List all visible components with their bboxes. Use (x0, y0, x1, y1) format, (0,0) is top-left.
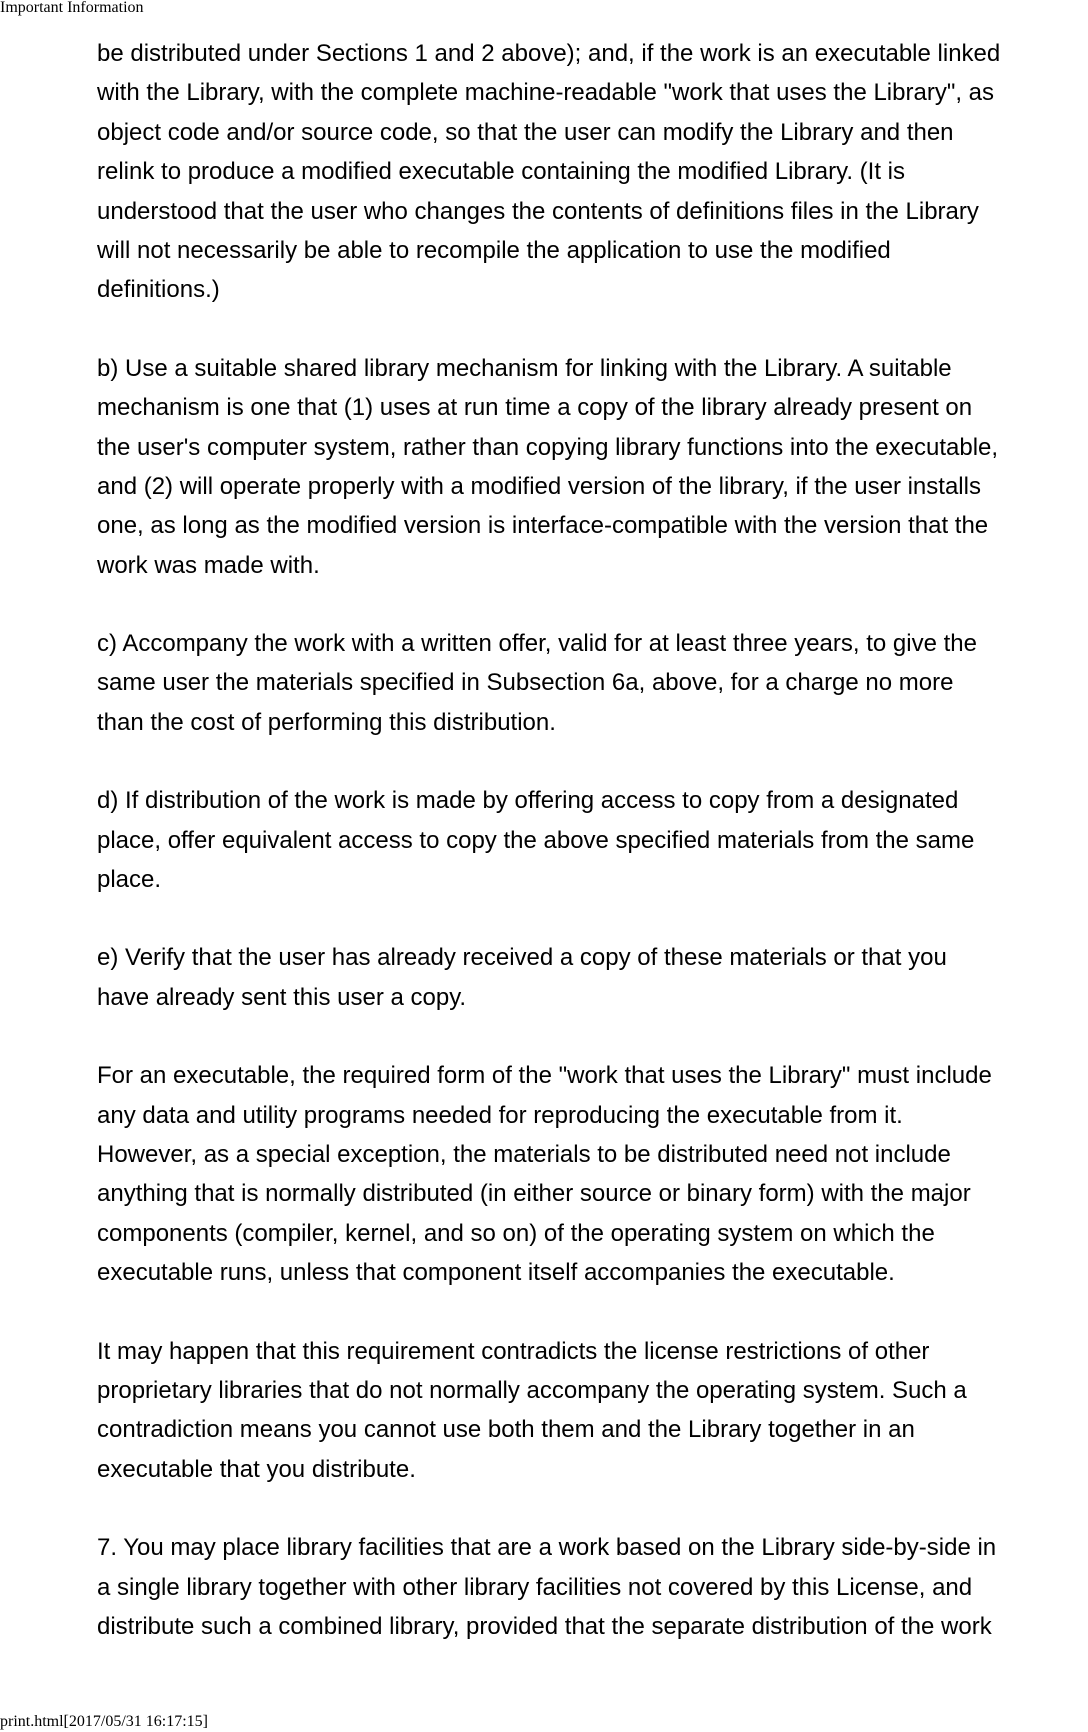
text-line: b) Use a suitable shared library mechanism for linking with the Library. A suitable (97, 354, 952, 382)
text-line: understood that the user who changes the contents of definitions files in the Library (97, 197, 979, 225)
text-line: the user's computer system, rather than copying library functions into the executable, (97, 433, 999, 461)
text-line: 7. You may place library facilities that are a work based on the Library side-by-side in (97, 1534, 997, 1562)
text-line: components (compiler, kernel, and so on) of the operating system on which the (97, 1219, 935, 1247)
paragraph-license-contradiction (97, 1332, 1085, 1490)
text-line: a single library together with other library facilities not covered by this License, and (97, 1573, 973, 1601)
text-line: relink to produce a modified executable containing the modified Library. (It is (97, 158, 905, 186)
text-line: mechanism is one that (1) uses at run time a copy of the library already present on (97, 394, 973, 422)
text-line: will not necessarily be able to recompile the application to use the modified (97, 236, 891, 264)
text-line: distribute such a combined library, provided that the separate distribution of the work (97, 1612, 992, 1640)
text-line: d) If distribution of the work is made by offering access to copy from a designated (97, 787, 959, 815)
text-line: have already sent this user a copy. (97, 983, 467, 1011)
paragraph-executable-form (97, 1056, 1085, 1292)
text-line: work was made with. (97, 551, 320, 579)
text-line: However, as a special exception, the materials to be distributed need not include (97, 1140, 951, 1168)
paragraph-6e (97, 938, 1085, 1017)
text-line: It may happen that this requirement contradicts the license restrictions of other (97, 1337, 930, 1365)
text-line: contradiction means you cannot use both them and the Library together in an (97, 1416, 915, 1444)
page-header-title: Important Information (0, 0, 144, 16)
paragraph-section-7 (97, 1528, 1085, 1646)
text-line: and (2) will operate properly with a modified version of the library, if the user installs (97, 472, 981, 500)
text-line: place, offer equivalent access to copy the above specified materials from the same (97, 826, 975, 854)
text-line: any data and utility programs needed for reproducing the executable from it. (97, 1101, 903, 1129)
text-line: than the cost of performing this distribution. (97, 708, 556, 736)
text-line: same user the materials specified in Subsection 6a, above, for a charge no more (97, 669, 954, 697)
paragraph-6a-continued (97, 34, 1085, 310)
text-line: be distributed under Sections 1 and 2 above); and, if the work is an executable linked (97, 40, 1001, 67)
text-line: executable runs, unless that component itself accompanies the executable. (97, 1259, 895, 1287)
text-line: executable that you distribute. (97, 1455, 416, 1483)
document-body (97, 34, 1085, 1685)
text-line: with the Library, with the complete machine-readable "work that uses the Library", as (97, 79, 995, 107)
text-line: definitions.) (97, 276, 220, 304)
text-line: one, as long as the modified version is interface-compatible with the version that the (97, 512, 989, 540)
paragraph-6b (97, 349, 1085, 585)
text-line: object code and/or source code, so that the user can modify the Library and then (97, 118, 954, 146)
paragraph-6d (97, 781, 1085, 899)
text-line: anything that is normally distributed (in either source or binary form) with the major (97, 1180, 971, 1208)
text-line: c) Accompany the work with a written offer, valid for at least three years, to give the (97, 630, 977, 658)
page-footer-url: print.html[2017/05/31 16:17:15] (0, 1713, 208, 1730)
text-line: e) Verify that the user has already received a copy of these materials or that you (97, 944, 947, 972)
text-line: For an executable, the required form of the "work that uses the Library" must include (97, 1062, 992, 1090)
text-line: proprietary libraries that do not normally accompany the operating system. Such a (97, 1376, 967, 1404)
text-line: place. (97, 866, 162, 894)
paragraph-6c (97, 624, 1085, 742)
